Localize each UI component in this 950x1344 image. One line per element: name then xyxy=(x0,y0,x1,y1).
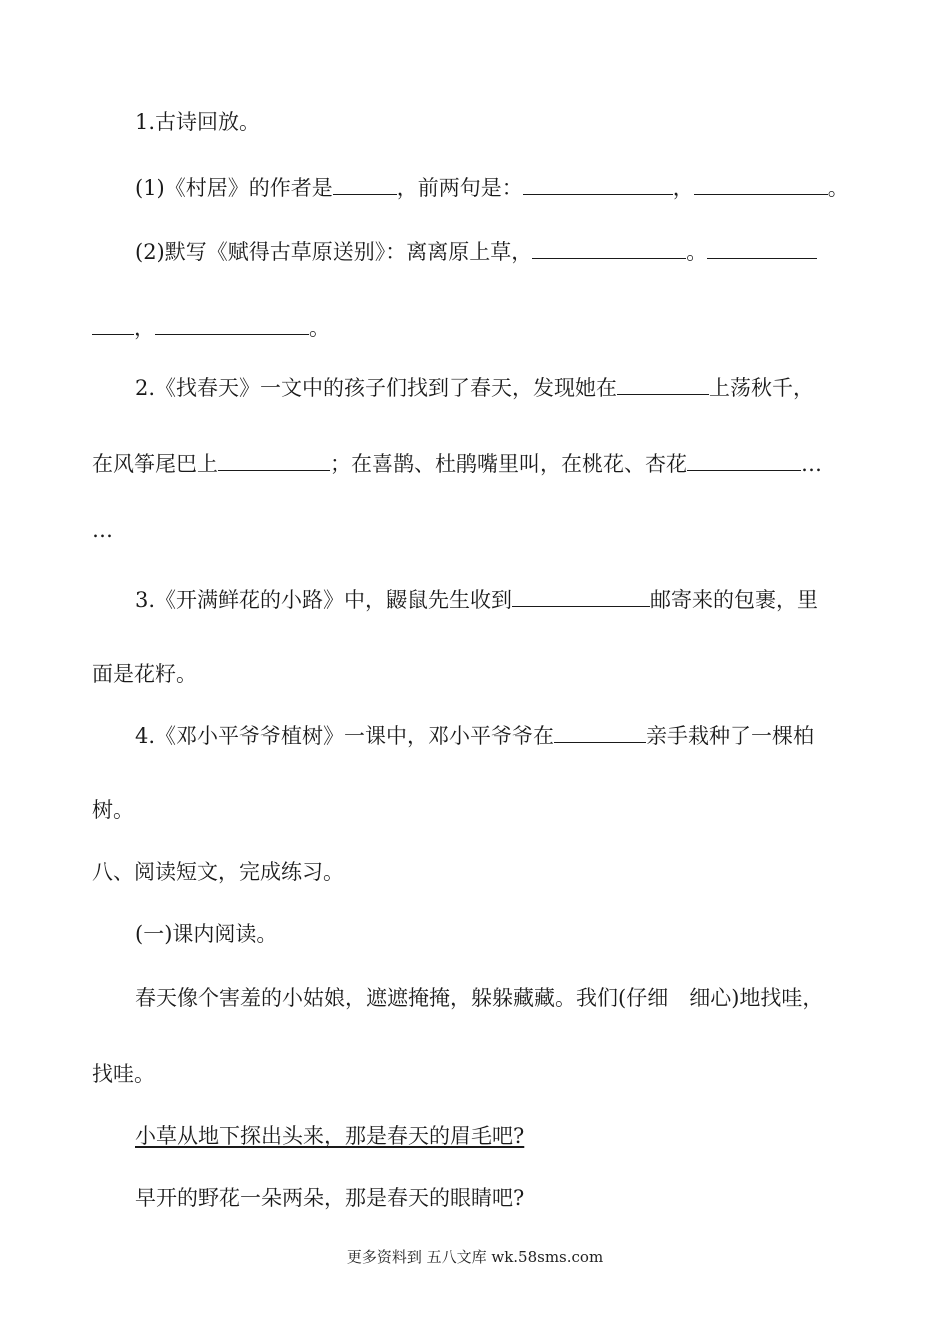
q4-line2: 树。 xyxy=(92,798,134,822)
q2-line3: … xyxy=(92,518,113,542)
reading-para1: 春天像个害羞的小姑娘，遮遮掩掩，躲躲藏藏。我们(仔细 细心)地找哇， xyxy=(135,986,824,1010)
q1-p1-text-c: ， xyxy=(672,176,694,200)
line1-blank[interactable] xyxy=(523,172,673,195)
q1-p1-text-b: ，前两句是： xyxy=(396,176,523,200)
q3-text-b: 邮寄来的包裹，里 xyxy=(650,588,819,612)
reading-para1-cont: 找哇。 xyxy=(92,1062,155,1086)
q1-title: 1.古诗回放。 xyxy=(135,110,261,134)
q2-blank-3[interactable] xyxy=(687,448,801,471)
q1-p2-text-d: 。 xyxy=(309,316,330,340)
author-blank[interactable] xyxy=(333,172,397,195)
q3-text-a: 3.《开满鲜花的小路》中，鼹鼠先生收到 xyxy=(135,588,513,612)
section8-heading: 八、阅读短文，完成练习。 xyxy=(92,860,344,884)
poem-blank-2a[interactable] xyxy=(707,236,817,259)
q1-p2-text-b: 。 xyxy=(686,240,708,264)
q2-text-e: … xyxy=(801,452,822,476)
reading-para3: 早开的野花一朵两朵，那是春天的眼睛吧? xyxy=(135,1186,525,1210)
poem-blank-1[interactable] xyxy=(532,236,686,259)
q2-text-d: ；在喜鹊、杜鹃嘴里叫，在桃花、杏花 xyxy=(330,452,687,476)
q1-part1 xyxy=(135,172,849,202)
q2-text-b: 上荡秋千， xyxy=(709,376,815,400)
q2-blank-1[interactable] xyxy=(617,372,709,395)
q4-line1 xyxy=(135,720,814,750)
poem-blank-2b[interactable] xyxy=(92,312,134,335)
q3-blank[interactable] xyxy=(512,584,650,607)
q1-p2-text-a: (2)默写《赋得古草原送别》：离离原上草， xyxy=(135,240,533,264)
poem-blank-3[interactable] xyxy=(155,312,309,335)
q1-p2-text-c: ， xyxy=(134,316,155,340)
q1-p1-text-a: (1)《村居》的作者是 xyxy=(135,176,333,200)
q2-blank-2[interactable] xyxy=(218,448,330,471)
line2-blank[interactable] xyxy=(694,172,828,195)
q3-line2: 面是花籽。 xyxy=(92,662,197,686)
footer-text: 更多资料到 五八文库 wk.58sms.com xyxy=(346,1248,604,1266)
q2-line1 xyxy=(135,372,814,402)
q3-line1 xyxy=(135,584,818,614)
reading-para2-underlined: 小草从地下探出头来，那是春天的眉毛吧? xyxy=(135,1124,525,1148)
q2-text-c: 在风筝尾巴上 xyxy=(92,452,218,476)
q1-part2-cont xyxy=(92,312,330,342)
q1-part2 xyxy=(135,236,817,266)
q2-text-a: 2.《找春天》一文中的孩子们找到了春天，发现她在 xyxy=(135,376,618,400)
q4-text-a: 4.《邓小平爷爷植树》一课中，邓小平爷爷在 xyxy=(135,724,555,748)
q4-text-b: 亲手栽种了一棵柏 xyxy=(646,724,815,748)
section8-subheading: (一)课内阅读。 xyxy=(135,922,278,946)
q1-p1-text-d: 。 xyxy=(827,176,849,200)
q2-line2 xyxy=(92,448,822,478)
q4-blank[interactable] xyxy=(554,720,646,743)
